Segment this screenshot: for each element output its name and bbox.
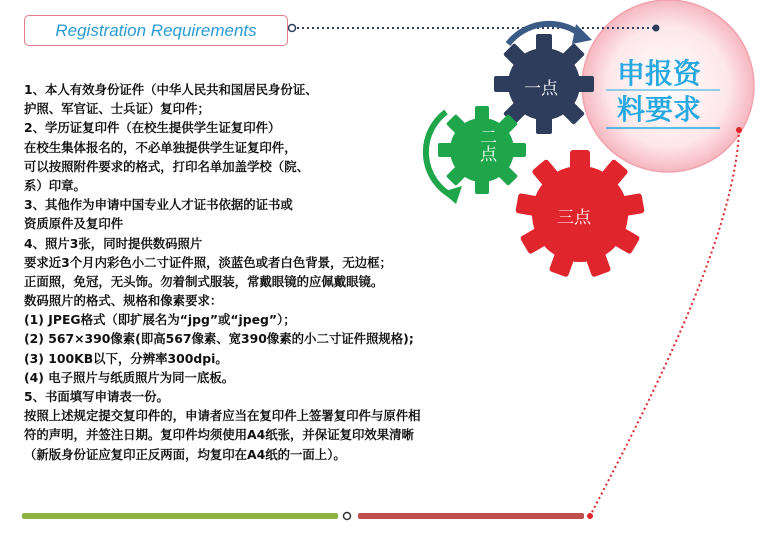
section-1 — [24, 80, 584, 118]
section-4-line-5: (1) JPEG格式（即扩展名为“jpg”或“jpeg”）； — [24, 312, 296, 328]
bottom-green-bar — [22, 513, 338, 519]
section-5-line-2: 按照上述规定提交复印件的，申请者应当在复印件上签署复印件与原件相 — [24, 408, 421, 424]
section-1-line-1: 1、本人有效身份证件（中华人民共和国居民身份证、 — [24, 82, 318, 97]
header-title-box — [24, 15, 288, 46]
section-2-line-2: 在校生集体报名的，不必单独提供学生证复印件， — [24, 139, 297, 155]
section-4-line-7: (3) 100KB以下，分辨率300dpi。 — [24, 350, 228, 366]
section-4-line-6: (2) 567×390像素(即高567像素、宽390像素的小二寸证件照规格); — [24, 331, 414, 347]
gear-3-label: 三点 — [557, 208, 591, 228]
section-2-line-1: 2、学历证复印件（在校生提供学生证复印件） — [24, 120, 281, 136]
section-2-line-4: 系）印章。 — [24, 177, 86, 193]
gear-1-label: 一点 — [524, 79, 558, 99]
section-4-line-8: (4) 电子照片与纸质照片为同一底板。 — [24, 369, 235, 385]
section-4-line-1: 4、照片3张，同时提供数码照片 — [24, 235, 203, 251]
requirements-content — [24, 80, 584, 464]
page-title: Registration Requirements — [55, 20, 257, 40]
side-title-line-2: 料要求 — [616, 93, 701, 126]
section-2 — [24, 118, 584, 195]
bottom-bar-dot — [344, 513, 351, 520]
section-5-line-1: 5、书面填写申请表一份。 — [24, 389, 169, 404]
section-3-line-1: 3、其他作为申请中国专业人才证书依据的证书或 — [24, 197, 293, 213]
section-3 — [24, 195, 584, 233]
gear-2-label: 二点 — [476, 128, 496, 162]
section-4-line-4: 数码照片的格式、规格和像素要求： — [24, 293, 223, 309]
section-4 — [24, 234, 584, 388]
section-4-line-3: 正面照，免冠，无头饰。勿着制式服装，常戴眼镜的应佩戴眼镜。 — [24, 273, 384, 289]
section-5-line-3: 符的声明，并签注日期。复印件均须使用A4纸张，并保证复印效果清晰 — [24, 427, 414, 443]
section-5-line-4: （新版身份证应复印正反两面，均复印在A4纸的一面上）。 — [24, 446, 346, 462]
section-1-line-2: 护照、军官证、士兵证）复印件； — [24, 101, 210, 117]
section-4-line-2: 要求近3个月内彩色小二寸证件照，淡蓝色或者白色背景，无边框； — [24, 254, 392, 270]
bottom-red-bar — [358, 513, 584, 519]
section-2-line-3: 可以按照附件要求的格式，打印名单加盖学校（院、 — [24, 158, 309, 174]
side-title-line-1: 申报资 — [616, 57, 701, 90]
section-3-line-2: 资质原件及复印件 — [24, 216, 124, 232]
section-5 — [24, 387, 584, 464]
side-title — [604, 56, 714, 128]
